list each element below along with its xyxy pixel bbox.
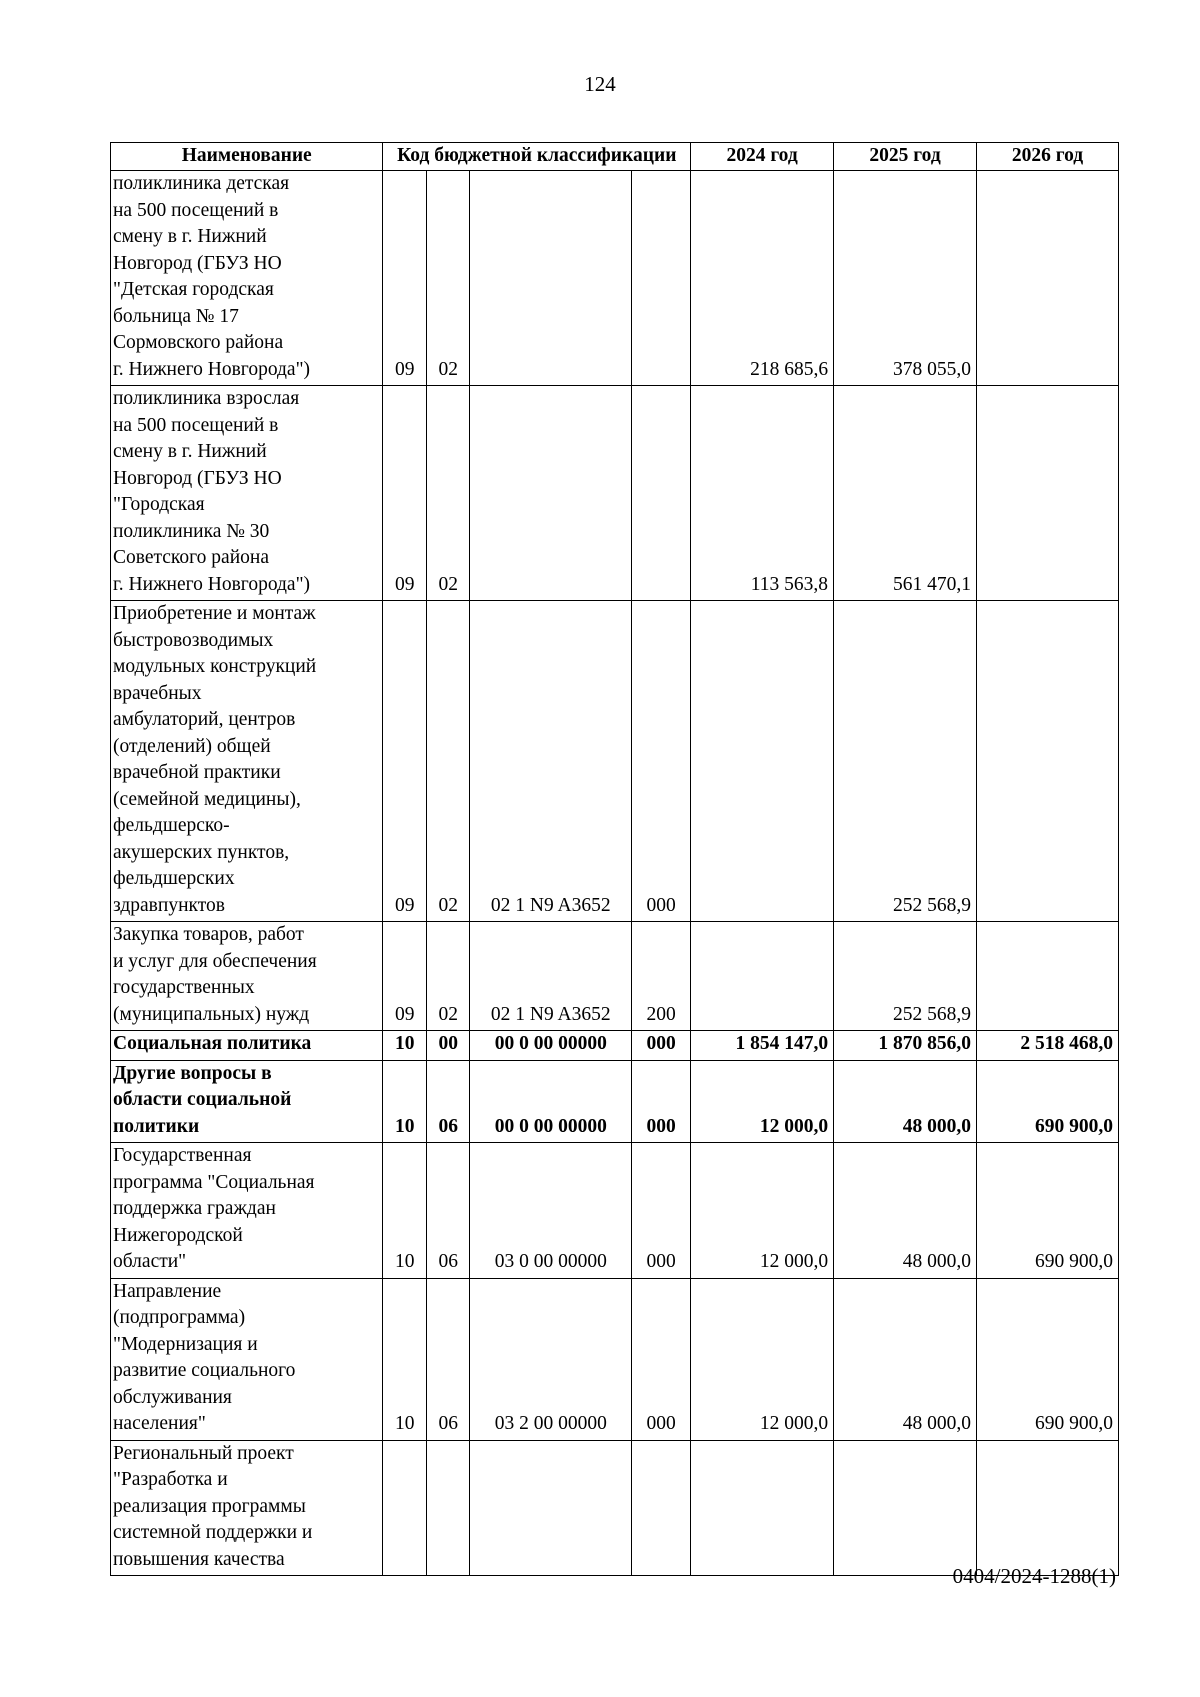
row-name: Социальная политика (111, 1031, 383, 1061)
row-name: Государственная программа "Социальная поддержка граждан Нижегородской области" (111, 1143, 383, 1279)
budget-table (110, 142, 1119, 1576)
code-target: 00 0 00 00000 (470, 1031, 632, 1061)
value-2024 (691, 601, 834, 922)
value-2024: 113 563,8 (691, 386, 834, 601)
code-subsection: 02 (426, 601, 470, 922)
code-expense-type: 200 (632, 922, 691, 1031)
header-code: Код бюджетной классификации (383, 143, 691, 171)
value-2025: 1 870 856,0 (834, 1031, 977, 1061)
table-row (111, 171, 1119, 386)
value-2025: 48 000,0 (834, 1143, 977, 1279)
header-name: Наименование (111, 143, 383, 171)
code-section: 09 (383, 386, 427, 601)
value-2024 (691, 1440, 834, 1576)
header-2025: 2025 год (834, 143, 977, 171)
value-2026 (977, 386, 1119, 601)
value-2026 (977, 601, 1119, 922)
row-name: Приобретение и монтаж быстровозводимых модульных конструкций врачебных амбулаторий, центров (отделений) общей врачебной практики (семейной медицины), фельдшерско- акушерских пунктов, фельдшерских здравпунктов (111, 601, 383, 922)
code-expense-type: 000 (632, 1060, 691, 1143)
value-2025: 48 000,0 (834, 1278, 977, 1440)
code-expense-type: 000 (632, 1278, 691, 1440)
table-row (111, 1440, 1119, 1576)
code-expense-type: 000 (632, 1031, 691, 1061)
code-expense-type (632, 386, 691, 601)
value-2025: 378 055,0 (834, 171, 977, 386)
value-2024 (691, 922, 834, 1031)
code-expense-type: 000 (632, 601, 691, 922)
value-2026 (977, 922, 1119, 1031)
value-2025: 561 470,1 (834, 386, 977, 601)
value-2024: 12 000,0 (691, 1278, 834, 1440)
code-target: 00 0 00 00000 (470, 1060, 632, 1143)
table-row (111, 386, 1119, 601)
code-target (470, 171, 632, 386)
code-target (470, 1440, 632, 1576)
code-expense-type (632, 1440, 691, 1576)
value-2025: 252 568,9 (834, 922, 977, 1031)
header-2024: 2024 год (691, 143, 834, 171)
code-subsection (426, 1440, 470, 1576)
row-name: Другие вопросы в области социальной политики (111, 1060, 383, 1143)
code-section: 09 (383, 171, 427, 386)
table-row (111, 601, 1119, 922)
code-target: 02 1 N9 A3652 (470, 922, 632, 1031)
value-2024: 218 685,6 (691, 171, 834, 386)
code-section: 10 (383, 1031, 427, 1061)
value-2026: 690 900,0 (977, 1278, 1119, 1440)
table-header-row (111, 143, 1119, 171)
code-expense-type (632, 171, 691, 386)
page-number: 124 (584, 72, 616, 96)
row-name: Направление (подпрограмма) "Модернизация и развитие социального обслуживания населения" (111, 1278, 383, 1440)
code-target (470, 386, 632, 601)
code-section (383, 1440, 427, 1576)
value-2025: 48 000,0 (834, 1060, 977, 1143)
value-2024: 12 000,0 (691, 1060, 834, 1143)
table-row (111, 1143, 1119, 1279)
code-section: 10 (383, 1060, 427, 1143)
value-2026: 2 518 468,0 (977, 1031, 1119, 1061)
value-2026 (977, 171, 1119, 386)
code-section: 10 (383, 1278, 427, 1440)
table-body (111, 171, 1119, 1576)
row-name: Закупка товаров, работ и услуг для обеспечения государственных (муниципальных) нужд (111, 922, 383, 1031)
code-subsection: 02 (426, 171, 470, 386)
value-2025: 252 568,9 (834, 601, 977, 922)
value-2024: 1 854 147,0 (691, 1031, 834, 1061)
table-row (111, 922, 1119, 1031)
code-subsection: 02 (426, 922, 470, 1031)
code-subsection: 06 (426, 1278, 470, 1440)
code-section: 09 (383, 601, 427, 922)
row-name: Региональный проект "Разработка и реализация программы системной поддержки и повышения качества (111, 1440, 383, 1576)
code-subsection: 00 (426, 1031, 470, 1061)
value-2025 (834, 1440, 977, 1576)
value-2024: 12 000,0 (691, 1143, 834, 1279)
code-target: 03 2 00 00000 (470, 1278, 632, 1440)
code-subsection: 06 (426, 1143, 470, 1279)
value-2026: 690 900,0 (977, 1060, 1119, 1143)
code-section: 10 (383, 1143, 427, 1279)
document-code: 0404/2024-1288(1) (952, 1564, 1116, 1588)
code-target: 03 0 00 00000 (470, 1143, 632, 1279)
value-2026 (977, 1440, 1119, 1576)
table-row (111, 1031, 1119, 1061)
value-2026: 690 900,0 (977, 1143, 1119, 1279)
table-row (111, 1060, 1119, 1143)
row-name: поликлиника детская на 500 посещений в смену в г. Нижний Новгород (ГБУЗ НО "Детская городская больница № 17 Сормовского района г. Нижнего Новгорода") (111, 171, 383, 386)
code-target: 02 1 N9 A3652 (470, 601, 632, 922)
code-section: 09 (383, 922, 427, 1031)
header-2026: 2026 год (977, 143, 1119, 171)
table-row (111, 1278, 1119, 1440)
row-name: поликлиника взрослая на 500 посещений в смену в г. Нижний Новгород (ГБУЗ НО "Городская поликлиника № 30 Советского района г. Нижнего Новгорода") (111, 386, 383, 601)
code-subsection: 02 (426, 386, 470, 601)
code-subsection: 06 (426, 1060, 470, 1143)
code-expense-type: 000 (632, 1143, 691, 1279)
